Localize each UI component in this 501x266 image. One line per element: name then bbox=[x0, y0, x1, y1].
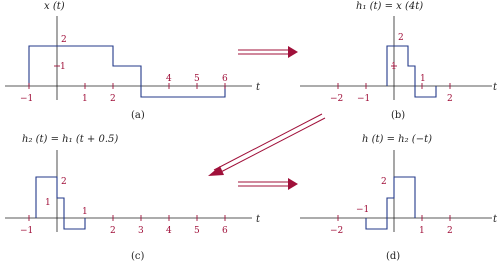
panel-d-xtick: 1 bbox=[419, 226, 425, 236]
panel-c-xtick: 2 bbox=[110, 226, 116, 236]
panel-c-xtick: 3 bbox=[138, 226, 144, 236]
panel-c-xtick: 4 bbox=[166, 226, 172, 236]
panel-a-axis-var: t bbox=[256, 82, 261, 93]
panel-b-xtick: −1 bbox=[357, 94, 371, 104]
panel-a-signal bbox=[29, 46, 225, 97]
panel-d-axis-var: t bbox=[493, 214, 498, 225]
panel-a-caption: (a) bbox=[131, 110, 145, 121]
panel-c-caption: (c) bbox=[131, 251, 145, 262]
panel-b-ytick: 2 bbox=[398, 33, 404, 43]
panel-c-ytick: 1 bbox=[82, 207, 88, 217]
arrow-a-to-b bbox=[238, 46, 298, 58]
panel-b-xtick: 2 bbox=[447, 94, 453, 104]
panel-c-xtick: 6 bbox=[222, 226, 228, 236]
panel-c-ytick: 1 bbox=[45, 198, 51, 208]
arrow-c-to-d bbox=[238, 178, 298, 190]
panel-b-ytick: 1 bbox=[391, 62, 397, 72]
panel-d-title: h (t) = h₂ (−t) bbox=[362, 134, 433, 145]
panel-b-xtick: 1 bbox=[420, 74, 426, 84]
panel-a bbox=[5, 1, 261, 121]
panel-b bbox=[300, 1, 498, 121]
panel-c bbox=[5, 134, 261, 262]
panel-b-xtick: −2 bbox=[330, 94, 344, 104]
panel-a-xtick: 5 bbox=[194, 74, 200, 84]
panel-a-xtick: 2 bbox=[110, 94, 116, 104]
panel-d-ytick: 2 bbox=[381, 177, 387, 187]
panel-a-title: x (t) bbox=[44, 1, 65, 12]
panel-c-xtick: 5 bbox=[194, 226, 200, 236]
panel-a-xtick: 1 bbox=[82, 94, 88, 104]
panel-c-ytick: 2 bbox=[61, 177, 67, 187]
panel-b-title: h₁ (t) = x (4t) bbox=[356, 1, 424, 12]
panel-a-ytick: 2 bbox=[61, 35, 67, 45]
panel-c-title: h₂ (t) = h₁ (t + 0.5) bbox=[22, 134, 119, 145]
panel-d-xtick: 2 bbox=[447, 226, 453, 236]
arrow-b-to-c bbox=[208, 114, 325, 176]
panel-d-signal bbox=[366, 177, 415, 229]
panel-c-xtick: −1 bbox=[20, 226, 34, 236]
panel-d-ytick: −1 bbox=[356, 205, 370, 215]
panel-a-xtick: −1 bbox=[20, 94, 34, 104]
panel-b-axis-var: t bbox=[493, 82, 498, 93]
panel-b-caption: (b) bbox=[391, 110, 406, 121]
panel-a-xtick: 6 bbox=[222, 74, 228, 84]
panel-d-xtick: −2 bbox=[330, 226, 344, 236]
panel-c-axis-var: t bbox=[256, 214, 261, 225]
panel-a-xtick: 4 bbox=[166, 74, 172, 84]
panel-d-caption: (d) bbox=[386, 251, 401, 262]
panel-a-ytick: 1 bbox=[60, 62, 66, 72]
panel-d bbox=[300, 134, 498, 262]
